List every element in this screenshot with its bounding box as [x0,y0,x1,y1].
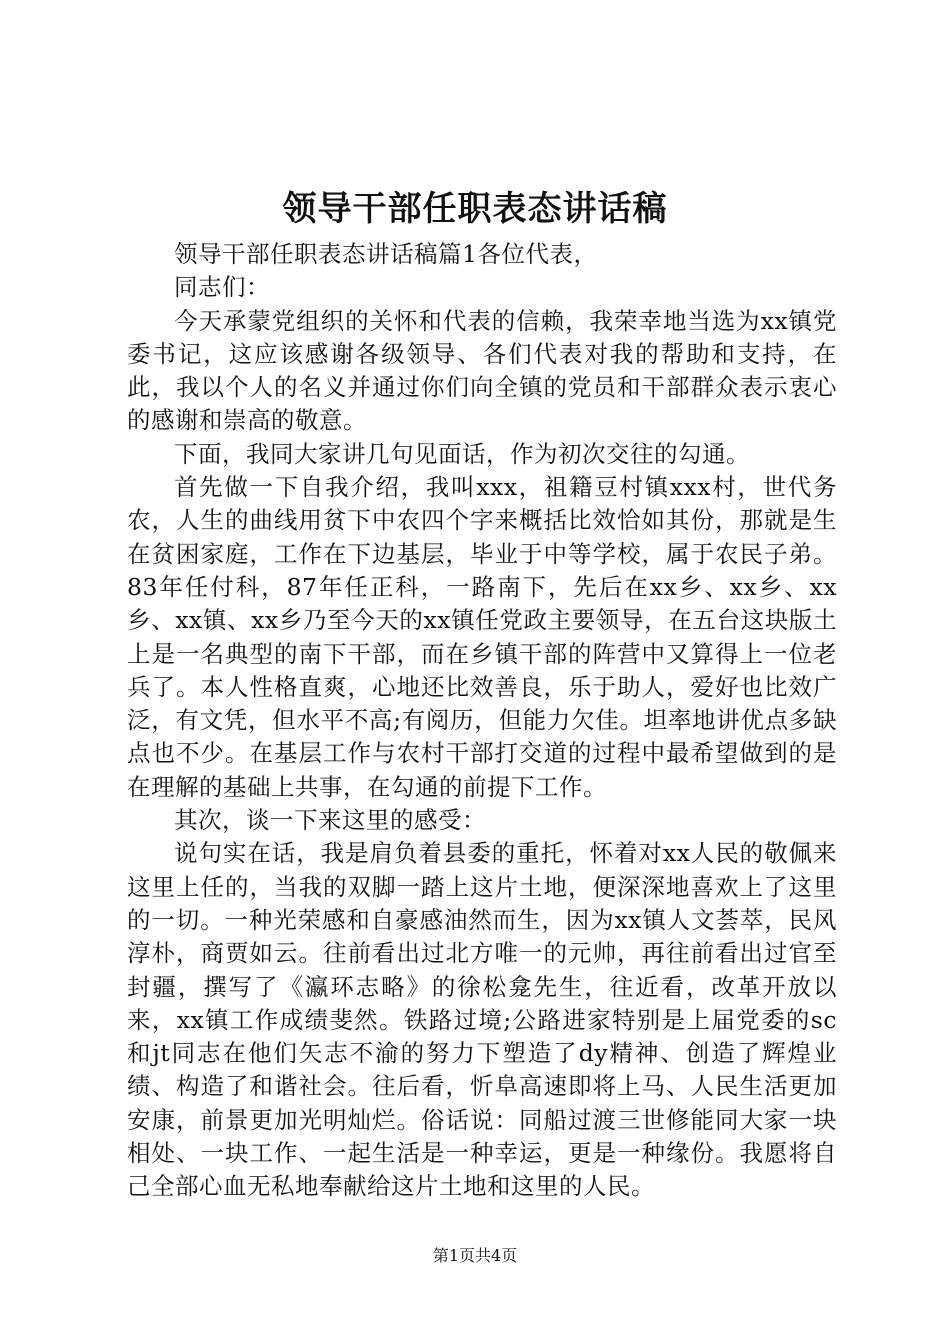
paragraph-intro-remark: 下面，我同大家讲几句见面话，作为初次交往的勾通。 [174,439,750,468]
page-number: 第1页 [432,1246,475,1265]
document-body [127,238,837,1204]
page-footer [0,1244,950,1268]
paragraph-feelings-heading: 其次，谈一下来这里的感受： [174,806,486,835]
paragraph-self-introduction: 首先做一下自我介绍，我叫xxx，祖籍豆村镇xxx村，世代务农，人生的曲线用贫下中农四个字来概括比效恰如其份，那就是生在贫困家庭，工作在下边基层，毕业于中等学校，属于农民子弟。83年任付科，87年任正科，一路南下，先后在xx乡、xx乡、xx乡、xx镇、xx乡乃至今天的xx镇任党政主要领导，在五台这块版土上是一名典型的南下干部，而在乡镇干部的阵营中又算得上一位老兵了。本人性格直爽，心地还比效善良，乐于助人，爱好也比效广泛，有文凭，但水平不高;有阅历，但能力欠佳。坦率地讲优点多缺点也不少。在基层工作与农村干部打交道的过程中最希望做到的是在理解的基础上共事，在勾通的前提下工作。 [127,473,837,801]
page-total: 共4页 [475,1246,518,1265]
paragraph-opening: 领导干部任职表态讲话稿篇1各位代表， [174,240,598,268]
document-title: 领导干部任职表态讲话稿 [282,189,668,229]
paragraph-feelings: 说句实在话，我是肩负着县委的重托，怀着对xx人民的敬佩来这里上任的，当我的双脚一踏上这片土地，便深深地喜欢上了这里的一切。一种光荣感和自豪感油然而生，因为xx镇人文荟萃，民风淳朴，商贾如云。往前看出过北方唯一的元帅，再往前看出过官至封疆，撰写了《瀛环志略》的徐松龛先生，往近看，改革开放以来，xx镇工作成绩斐然。铁路过境;公路进家特别是上届党委的sc和jt同志在他们矢志不渝的努力下塑造了dy精神、创造了辉煌业绩、构造了和谐社会。往后看，忻阜高速即将上马、人民生活更加安康，前景更加光明灿烂。俗话说：同船过渡三世修能同大家一块相处、一块工作、一起生活是一种幸运，更是一种缘份。我愿将自己全部心血无私地奉献给这片土地和这里的人民。 [127,839,837,1201]
paragraph-thanks: 今天承蒙党组织的关怀和代表的信赖，我荣幸地当选为xx镇党委书记，这应该感谢各级领导、各们代表对我的帮助和支持，在此，我以个人的名义并通过你们向全镇的党员和干部群众表示衷心的感谢和崇高的敬意。 [127,306,837,435]
paragraph-salutation: 同志们： [174,273,270,302]
